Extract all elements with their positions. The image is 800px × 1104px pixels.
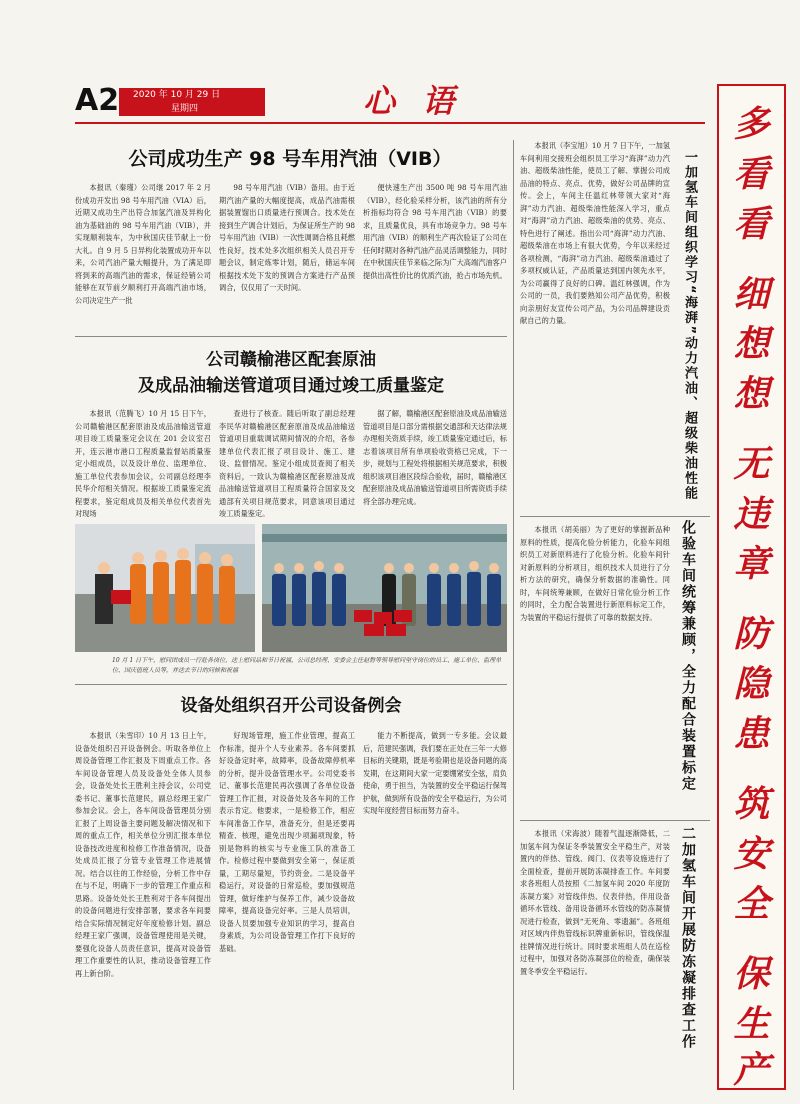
photo-right-illustration [262, 524, 507, 652]
article5-vertical-title: 化验车间统筹兼顾，全力配合装置标定 [680, 520, 696, 792]
page-header [75, 84, 705, 120]
article6-text: 本报讯（宋海波）随着气温逐渐降低，二加氢车间为保证冬季装置安全平稳生产，对装置内的伴热、管线、阀门、仪表等设施进行了全面检查，提前开展防冻凝排查工作。车间要求各班组人员按照《二加氢车间 2020 年度防冻凝方案》对管线伴热、仪表伴热，伴用设备循环水管线、备用设备循环水管线的防冻凝情况进行检查，做到“无死角、零遗漏”。各班组对区域内伴热管线标识牌重新标识，管线保温挂牌情况进行统计。同时要求班组人员在巡检过程中，加强对各防冻凝部位的检查，确保装置冬季安全平稳运行。 [520, 829, 670, 976]
article3-col2 [219, 730, 355, 1070]
divider-2 [75, 684, 507, 685]
article3-col1-text: 本报讯（朱雪印）10 月 13 日上午，设备处组织召开设备例会。听取各单位上周设备管理工作汇报及下周重点工作。各车间设备管理人员及设备处全体人员参会，设备处处长王胜利主持会议，公司党委书记、董事长范建民，副总经理王家广参加会议。会上，各车间设备管理员分别汇报了上周设备主要问题及解决情况和下周的重点工作，相关单位分别汇报本单位设备技改进度和检修工作准备情况，设备处成员汇报了分管专业管理工作进展情况。结合以往的工作经验，分析工作中存在与不足，明确下一步的管理工作重点和思路。设备处处长王胜利对于各车间提出的设备问题进行安排部署，要求各车间要结合实际情况制定好年度检修计划。副总经理王家广强调，设备管理使用是关键，要强化设备人员责任意识，提高对设备管理工作重要性的认识，推动设备管理工作再上新台阶。 [75, 731, 211, 978]
header-rule [75, 122, 705, 124]
slogan-char: 章 [733, 543, 770, 585]
slogan-char: 生 [733, 1003, 770, 1045]
slogan-char: 多 [733, 103, 770, 145]
photo-left-illustration [75, 524, 255, 652]
article3-col3 [363, 730, 507, 1070]
article2-title-line2: 及成品油输送管道项目通过竣工质量鉴定 [138, 376, 444, 396]
article3-col3-text: 能力不断提高，做到一专多能。会议最后，范建民强调，我们要在正处在三年一大修目标的关键期，既是考验期也是设备问题的高发期，在这期间大家一定要绷紧安全弦，肩负使命，勇于担当，为装置的安全平稳运行保驾护航，做到所有设备的安全平稳运行，为公司实现年度经营目标而努力奋斗。 [363, 731, 507, 815]
article3-col2-text: 好现场管理，施工作业管理，提高工作标准，提升个人专业素养。各车间要抓好设备定时率，故障率，设备故障停机率的分析，提升设备管理水平。公司党委书记、董事长范建民再次强调了各单位设备管理工作汇报，对设备处及各车间的工作表示肯定。他要求，一是检修工作，相应车间准备工作早，准备充分，但是还要再精查、核理，避免出现少项漏项现象，特别是物料的核实与专业施工队的准备工作。检修过程中要做到安全第一，保证质量，工期尽量短，节约资金。二是设备平稳运行，对设备的日常巡检，要加强规范管理，做好维护与保养工作，减少设备故障率，提高设备完好率。三是人员培训，设备人员要加强专业知识的学习，提高自身素质，为公司设备管理工作打下良好的基础。 [219, 731, 355, 953]
article2-title-line1: 公司赣榆港区配套原油 [206, 350, 376, 370]
article1-col3 [363, 182, 507, 328]
article2-col2-text: 查进行了核查。随后听取了副总经理李民华对赣榆港区配套原油及成品油输送管道项目重载调试期间情况的介绍，各参建单位代表汇报了项目设计、施工、建设、监督情况。鉴定小组成员查阅了相关资料后，一致认为赣榆港区配套原油及成品油输送管道项目工程质量符合国家及交通部有关项目规范要求，同意该项目通过竣工质量鉴定。 [219, 409, 355, 518]
article1-col1-text: 本报讯（秦瑾）公司继 2017 年 2 月份成功开发出 98 号车用汽油（VIA）后，近期又成功生产出符合加氢汽油及异构化油为基础油的 98 号车用汽油（VIB），并实现顺利装车，为中秋国庆佳节献上一份大礼。自 9 月 5 日异构化装置成功开车以来，公司汽油产量大幅提升，为了满足即将到来的高端汽油的需求，保证经销公司能够在双节前夕顺利打开高端汽油市场，公司决定生产一批 [75, 183, 211, 305]
column-divider [513, 140, 514, 1090]
photo-caption: 10 月 1 日下午，慰问团成员一行赴各岗位，送上慰问品和节日祝福，公司总经理、安委会主任赵磐等领导慰问坚守岗位的员工、施工单位、监理单位、国庆值班人员等，并送去节日的问候和祝福 [112, 657, 502, 674]
article4-text: 本报讯（李宝旭）10 月 7 日下午，一加氢车间利用交接班会组织员工学习“海湃”动力汽油、超级柴油性能，使员工了解、掌握公司成品油的特点、亮点、优势，做好公司品牌的宣传。会上，车间主任温红林带领大家对“海湃”动力汽油、超级柴油性能深入学习，重点对“海湃”动力汽油、超级柴油的优势、亮点、特色进行了阐述。指出公司“海湃”动力汽油、超级柴油在市场上有很大优势，今年以来经过各项检测，“海湃”动力汽油、超级柴油通过了多项权威认证，产品质量达到国内领先水平，为公司赢得了良好的口碑。温红林强调，作为公司的一员，我们要熟知公司产品优势，积极向亲朋好友宣传公司产品，为公司品牌建设贡献自己的力量。 [520, 141, 670, 325]
slogan-char: 看 [733, 153, 770, 195]
article1-title: 公司成功生产 98 号车用汽油（VIB） [128, 148, 452, 170]
divider-1 [75, 336, 507, 337]
masthead-title: 心 语 [363, 82, 463, 120]
article6-vertical-title: 二加氢车间开展防冻凝排查工作 [680, 826, 696, 1050]
slogan-char: 隐 [733, 663, 770, 705]
slogan-char: 无 [733, 443, 770, 485]
slogan-char: 全 [733, 883, 770, 925]
article1-col2 [219, 182, 355, 328]
article5-body [520, 524, 670, 814]
slogan-char: 安 [733, 833, 770, 875]
article6-body [520, 828, 670, 1090]
article2-col3-text: 据了解，赣榆港区配套原油及成品油输送管道项目是口部分需根据交通部和天达律法规办理相关资质手续，竣工质量鉴定通过后，标志着该项目所有单项验收资格已完成，下一步，规划与工程处将根据相关规范要求，积极组织该项目港区段综合验收，届时，赣榆港区配套原油及成品油输送管道项目所需资质手续将全部办理完成。 [363, 409, 507, 506]
article4-body [520, 140, 670, 512]
photo-right [262, 524, 507, 652]
article4-vertical-title: 一加氢车间组织学习“海湃”动力汽油、超级柴油性能 [682, 150, 697, 502]
article1-col1 [75, 182, 211, 328]
article2-col1 [75, 408, 211, 518]
slogan-char: 患 [733, 713, 770, 755]
divider-3 [520, 516, 710, 517]
slogan-char: 细 [733, 273, 770, 315]
slogan-char: 保 [733, 953, 770, 995]
slogan-box [717, 84, 786, 1090]
article3-col1 [75, 730, 211, 1070]
slogan-char: 违 [733, 493, 770, 535]
article3-title: 设备处组织召开公司设备例会 [180, 696, 402, 716]
article1-col2-text: 98 号车用汽油（VIB）备用。由于近期汽油产量的大幅度提高，成品汽油需根据装置馏出口质量进行预调合。技术处在接到生产调合计划后，为保证所生产的 98 号车用汽油（VIB）一次性调调合格且耗燃性良好，技术处多次组织相关人员召开专题会议，制定炼零计划，随后，储运车间根据技术处下发的预调合方案进行产品预调合，仅仅用了一天时间。 [219, 183, 355, 292]
article2-col1-text: 本报讯（范腾飞）10 月 15 日下午，公司赣榆港区配套原油及成品油输送管道项目竣工质量鉴定会议在 201 会议室召开，连云港市港口工程质量监督站质量鉴定小组成员，以及设计单位、监理单位、施工单位代表参加会议，公司副总经理李民华介绍相关情况。根据竣工质量鉴定流程要求，鉴定组成员及相关单位代表首先对现场 [75, 409, 211, 518]
issue-weekday: 星期四 [171, 104, 199, 114]
slogan-char: 防 [733, 613, 770, 655]
photo-left [75, 524, 255, 652]
page-number: A2 [75, 83, 120, 118]
article1-col3-text: 便快速生产出 3500 吨 98 号车用汽油（VIB），经化验采样分析，该汽油的所有分析指标均符合 98 号车用汽油（VIB）的要求，且质量优良，具有市场竞争力。98 号车用汽油（VIB）的顺利生产再次验证了公司在任何时期对各种汽油产品灵活调整能力，同时在中秋国庆佳节来临之际为广大高端汽油客户提供出高性价比的优质汽油，抢占市场先机。 [363, 183, 507, 280]
slogan-char: 筑 [733, 783, 770, 825]
slogan-char: 想 [733, 323, 770, 365]
article2-col3 [363, 408, 507, 518]
slogan-char: 看 [733, 203, 770, 245]
issue-date: 2020 年 10 月 29 日 [133, 90, 221, 100]
slogan-char: 想 [733, 373, 770, 415]
slogan-char: 产 [733, 1049, 770, 1091]
article5-text: 本报讯（胡美丽）为了更好的掌握新品种原料的性质，提高化验分析能力，化验车间组织员工对新原料进行了化验分析。化验车间针对新原料的分析项目，组织技术人员进行了分析方法的研究，确保分析数据的准确性。同时，车间统筹兼顾，在做好日常化验分析工作的同时，全力配合装置进行新原料标定工作，为装置的平稳运行提供了可靠的数据支持。 [520, 525, 670, 622]
article2-col2 [219, 408, 355, 518]
divider-4 [520, 820, 710, 821]
